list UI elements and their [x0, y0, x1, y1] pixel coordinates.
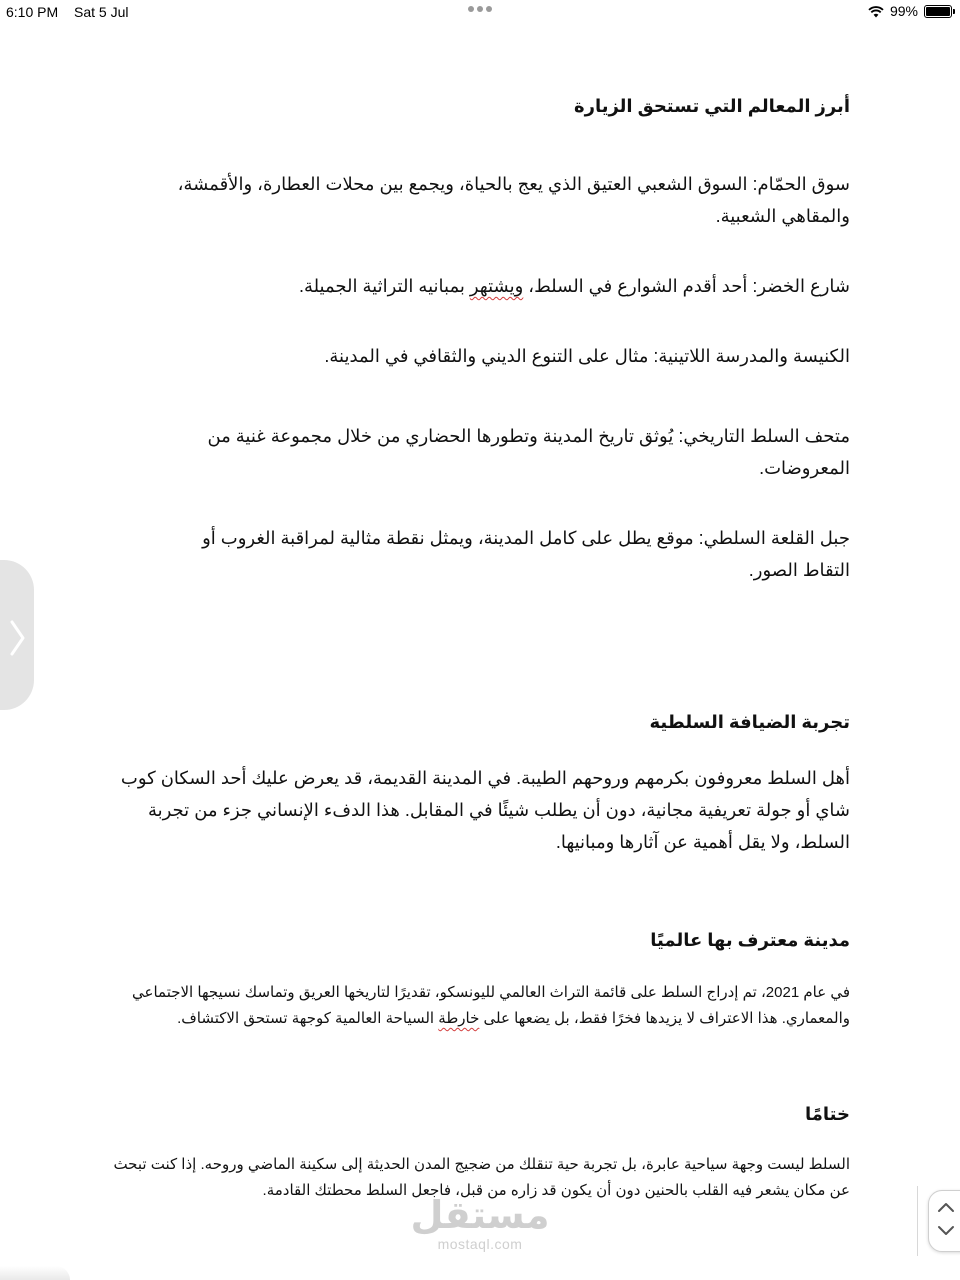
hospitality-paragraph: أهل السلط معروفون بكرمهم وروحهم الطيبة. في المدينة القديمة، قد يعرض عليك أحد السكان كوب شاي أو جولة تعريفية مجانية، دون أن يطلب شيئًا في المقابل. هذا الدفء الإنساني جزء من تجربة السلط، ولا يقل أهمية عن آثارها ومبانيها.: [120, 768, 850, 852]
dot: [468, 6, 474, 12]
margin-divider: [917, 1186, 918, 1256]
landmark-item: متحف السلط التاريخي: يُوثق تاريخ المدينة وتطورها الحضاري من خلال مجموعة غنية من المعروضات.: [207, 426, 850, 478]
status-indicators: [868, 3, 952, 19]
chevron-right-icon[interactable]: [6, 618, 28, 658]
status-bar: [0, 0, 960, 24]
conclusion-paragraph: السلط ليست وجهة سياحية عابرة، بل تجربة حية تنقلك من ضجيج المدن الحديثة إلى سكينة الماضي وروحه. إذا كنت تبحث عن مكان يشعر فيه القلب بالحنين دون أن يكون قد زاره من قبل، فاجعل السلط محطتك القادمة.: [113, 1156, 850, 1199]
recognition-paragraph: في عام 2021، تم إدراج السلط على قائمة التراث العالمي لليونسكو، تقديرًا لتاريخها العريق وتماسك نسيجها الاجتماعي والمعماري. هذا الاعتراف لا يزيدها فخرًا فقط، بل يضعها على خارطة السياحة العالمية كوجهة تستحق الاكتشاف.: [132, 984, 850, 1027]
watermark-word: مستقل: [410, 1195, 550, 1237]
hospitality-heading: تجربة الضيافة السلطية: [649, 712, 850, 732]
wifi-icon: [868, 5, 884, 18]
recognition-heading: مدينة معترف بها عالميًا: [650, 930, 850, 950]
dot: [477, 6, 483, 12]
landmark-item: جبل القلعة السلطي: موقع يطل على كامل المدينة، ويمثل نقطة مثالية لمراقبة الغروب أو التقاط الصور.: [202, 528, 850, 580]
chevron-down-icon[interactable]: [937, 1225, 955, 1237]
watermark-url: mostaql.com: [437, 1236, 523, 1252]
landmark-item: شارع الخضر: أحد أقدم الشوارع في السلط، ويشتهر بمبانيه التراثية الجميلة.: [298, 276, 850, 296]
battery-level: [926, 7, 950, 16]
spellcheck-word: خارطة: [438, 1010, 480, 1027]
ellipsis-icon[interactable]: [468, 6, 492, 12]
battery-icon: [924, 5, 952, 18]
landmarks-heading: أبرز المعالم التي تستحق الزيارة: [573, 96, 850, 116]
dot: [486, 6, 492, 12]
battery-percent: 99%: [889, 3, 918, 19]
conclusion-heading: ختامًا: [805, 1104, 850, 1124]
landmark-item: الكنيسة والمدرسة اللاتينية: مثال على التنوع الديني والثقافي في المدينة.: [324, 346, 850, 366]
status-time: 6:10 PM: [6, 4, 59, 20]
watermark-logo: [410, 1196, 550, 1260]
chevron-up-icon[interactable]: [937, 1201, 955, 1213]
home-indicator-edge: [0, 1266, 70, 1280]
page-scroll-control[interactable]: [928, 1190, 960, 1252]
spellcheck-word: ويشتهر: [469, 276, 524, 296]
landmark-item: سوق الحمّام: السوق الشعبي العتيق الذي يعج بالحياة، ويجمع بين محلات العطارة، والأقمشة، والمقاهي الشعبية.: [177, 174, 850, 226]
status-date: Sat 5 Jul: [74, 4, 129, 20]
